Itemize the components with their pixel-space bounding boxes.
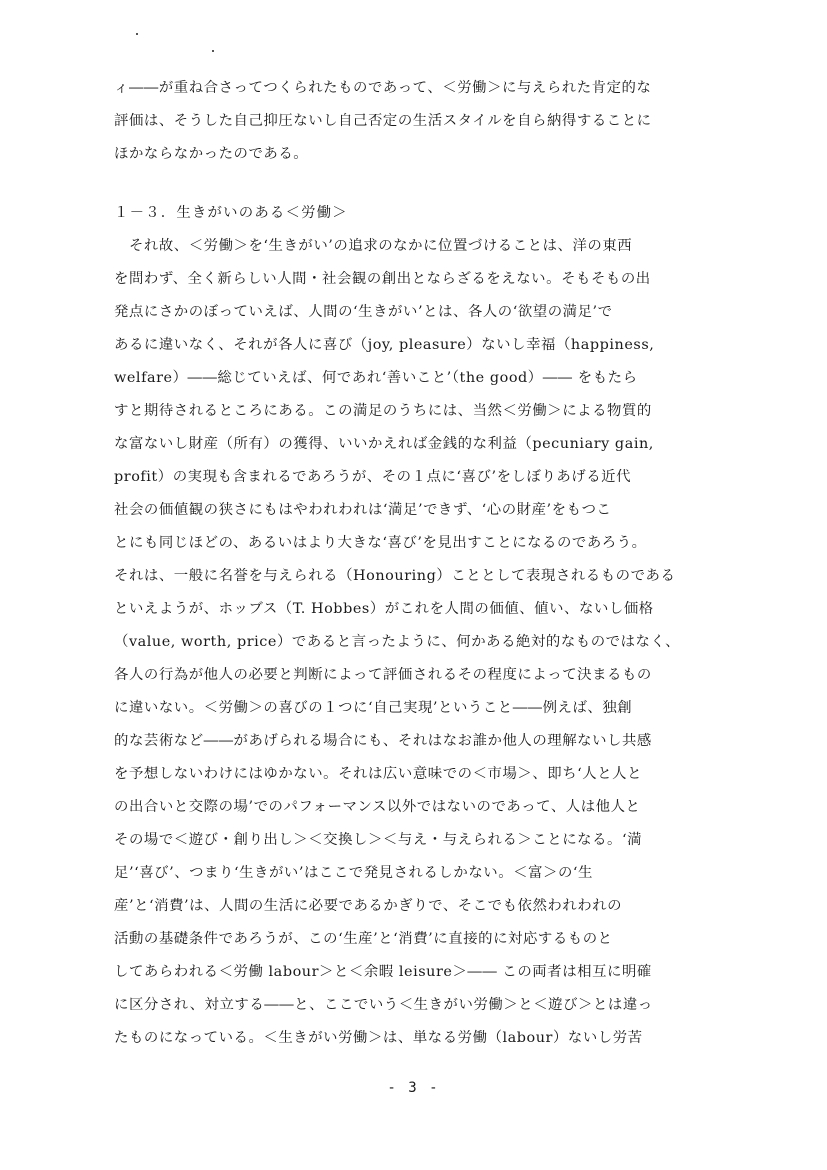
text-line: その場で＜遊び・創り出し＞＜交換し＞＜与え・与えられる＞ことになる。‘満 bbox=[114, 832, 643, 848]
text-line: 発点にさかのぼっていえば、人間の‘生きがい’とは、各人の‘欲望の満足’で bbox=[114, 304, 613, 320]
text-line: 活動の基礎条件であろうが、この‘生産’と‘消費’に直接的に対応するものと bbox=[114, 931, 613, 947]
intro-paragraph bbox=[114, 72, 754, 171]
text-line: してあらわれる＜労働 labour＞と＜余暇 leisure＞―― この両者は相互に明確 bbox=[114, 964, 652, 980]
text-line: ほかならなかったのである。 bbox=[114, 146, 309, 162]
text-line: に区分され、対立する――と、ここでいう＜生きがい労働＞と＜遊び＞とは違っ bbox=[114, 997, 653, 1013]
text-line: それは、一般に名誉を与えられる（Honouring）こととして表現されるものである bbox=[114, 568, 676, 584]
text-line: を問わず、全く新らしい人間・社会観の創出とならざるをえない。そもそもの出 bbox=[114, 271, 651, 287]
text-line: といえようが、ホッブス（T. Hobbes）がこれを人間の価値、値い、ないし価格 bbox=[114, 601, 654, 617]
scan-speck bbox=[136, 33, 138, 35]
text-line: に違いない。＜労働＞の喜びの１つに‘自己実現’ということ――例えば、独創 bbox=[114, 700, 633, 716]
text-line: たものになっている。＜生きがい労働＞は、単なる労働（labour）ないし労苦 bbox=[114, 1030, 643, 1046]
text-line: すと期待されるところにある。この満足のうちには、当然＜労働＞による物質的 bbox=[114, 403, 652, 419]
text-line: welfare）――総じていえば、何であれ‘善いこと’（the good）―― をもたら bbox=[114, 370, 638, 386]
text-line: 評価は、そうした自己抑圧ないし自己否定の生活スタイルを自ら納得することに bbox=[114, 113, 652, 129]
text-line: 的な芸術など――があげられる場合にも、それはなお誰か他人の理解ないし共感 bbox=[114, 733, 652, 749]
text-line: profit）の実現も含まれるであろうが、その１点に‘喜び’をしぼりあげる近代 bbox=[114, 469, 632, 485]
text-line: 社会の価値観の狭さにもはやわれわれは‘満足’できず、‘心の財産’をもつこ bbox=[114, 502, 612, 518]
text-line: を予想しないわけにはゆかない。それは広い意味での＜市場＞、即ち‘人と人と bbox=[114, 766, 643, 782]
text-line: 各人の行為が他人の必要と判断によって評価されるその程度によって決まるもの bbox=[114, 667, 652, 683]
text-line: ィ――が重ね合さってつくられたものであって、＜労働＞に与えられた肯定的な bbox=[114, 80, 652, 96]
text-line: あるに違いなく、それが各人に喜び（joy, pleasure）ないし幸福（happiness, bbox=[114, 337, 655, 353]
text-line: な富ないし財産（所有）の獲得、いいかえれば金銭的な利益（pecuniary gain, bbox=[114, 436, 654, 452]
scan-speck bbox=[212, 50, 214, 52]
text-line: （value, worth, price）であると言ったように、何かある絶対的なものではなく、 bbox=[114, 634, 681, 650]
section-heading: １－３．生きがいのある＜労働＞ bbox=[114, 205, 348, 221]
text-line: 足’‘喜び’、つまり‘生きがい’はここで発見されるしかない。＜富＞の‘生 bbox=[114, 865, 593, 881]
text-line: 産’と‘消費’は、人間の生活に必要であるかぎりで、そこでも依然われわれの bbox=[114, 898, 623, 914]
page-number: - 3 - bbox=[387, 1080, 440, 1096]
text-line: の出合いと交際の場’でのパフォーマンス以外ではないのであって、人は他人と bbox=[114, 799, 641, 815]
main-paragraph bbox=[114, 230, 754, 1055]
text-line: それ故、＜労働＞を‘生きがい’の追求のなかに位置づけることは、洋の東西 bbox=[114, 238, 633, 254]
text-line: とにも同じほどの、あるいはより大きな‘喜び’を見出すことになるのであろう。 bbox=[114, 535, 647, 551]
document-page bbox=[114, 72, 754, 1055]
